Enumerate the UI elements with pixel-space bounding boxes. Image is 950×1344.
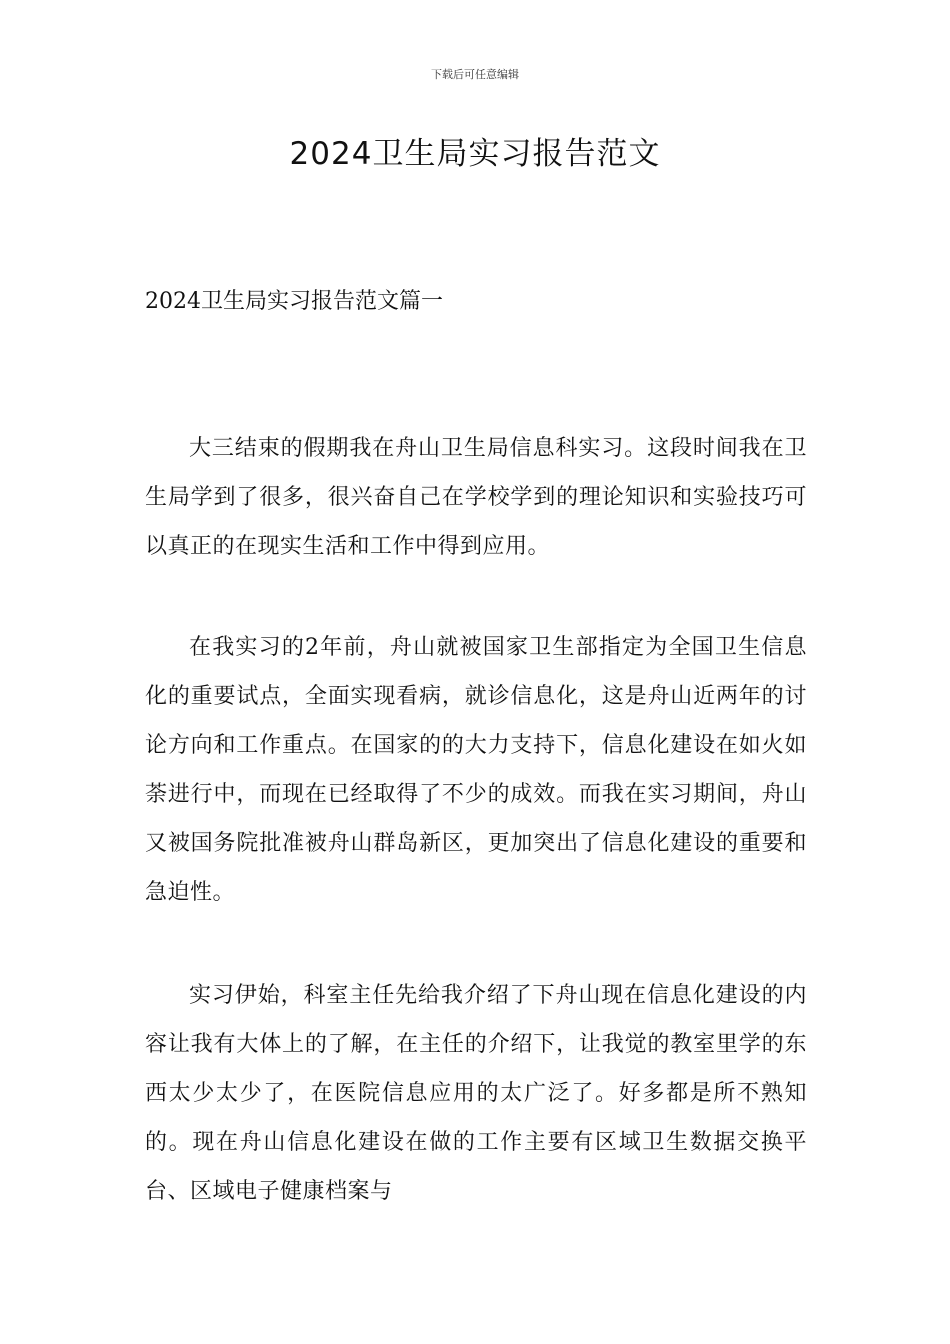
paragraph-1: 大三结束的假期我在舟山卫生局信息科实习。这段时间我在卫生局学到了很多，很兴奋自己在学校学到的理论知识和实验技巧可以真正的在现实生活和工作中得到应用。 xyxy=(145,436,807,559)
document-title: 2024卫生局实习报告范文 xyxy=(289,136,661,172)
paragraph-3: 实习伊始，科室主任先给我介绍了下舟山现在信息化建设的内容让我有大体上的了解，在主任的介绍下，让我觉的教室里学的东西太少太少了，在医院信息应用的太广泛了。好多都是所不熟知的。现在舟山信息化建设在做的工作主要有区域卫生数据交换平台、区域电子健康档案与 xyxy=(145,983,807,1204)
paragraph-2: 在我实习的2年前，舟山就被国家卫生部指定为全国卫生信息化的重要试点，全面实现看病，就诊信息化，这是舟山近两年的讨论方向和工作重点。在国家的的大力支持下，信息化建设在如火如荼进行中，而现在已经取得了不少的成效。而我在实习期间，舟山又被国务院批准被舟山群岛新区，更加突出了信息化建设的重要和急迫性。 xyxy=(145,635,807,905)
header-note: 下载后可任意编辑 xyxy=(431,68,519,81)
section-heading: 2024卫生局实习报告范文篇一 xyxy=(145,289,443,314)
